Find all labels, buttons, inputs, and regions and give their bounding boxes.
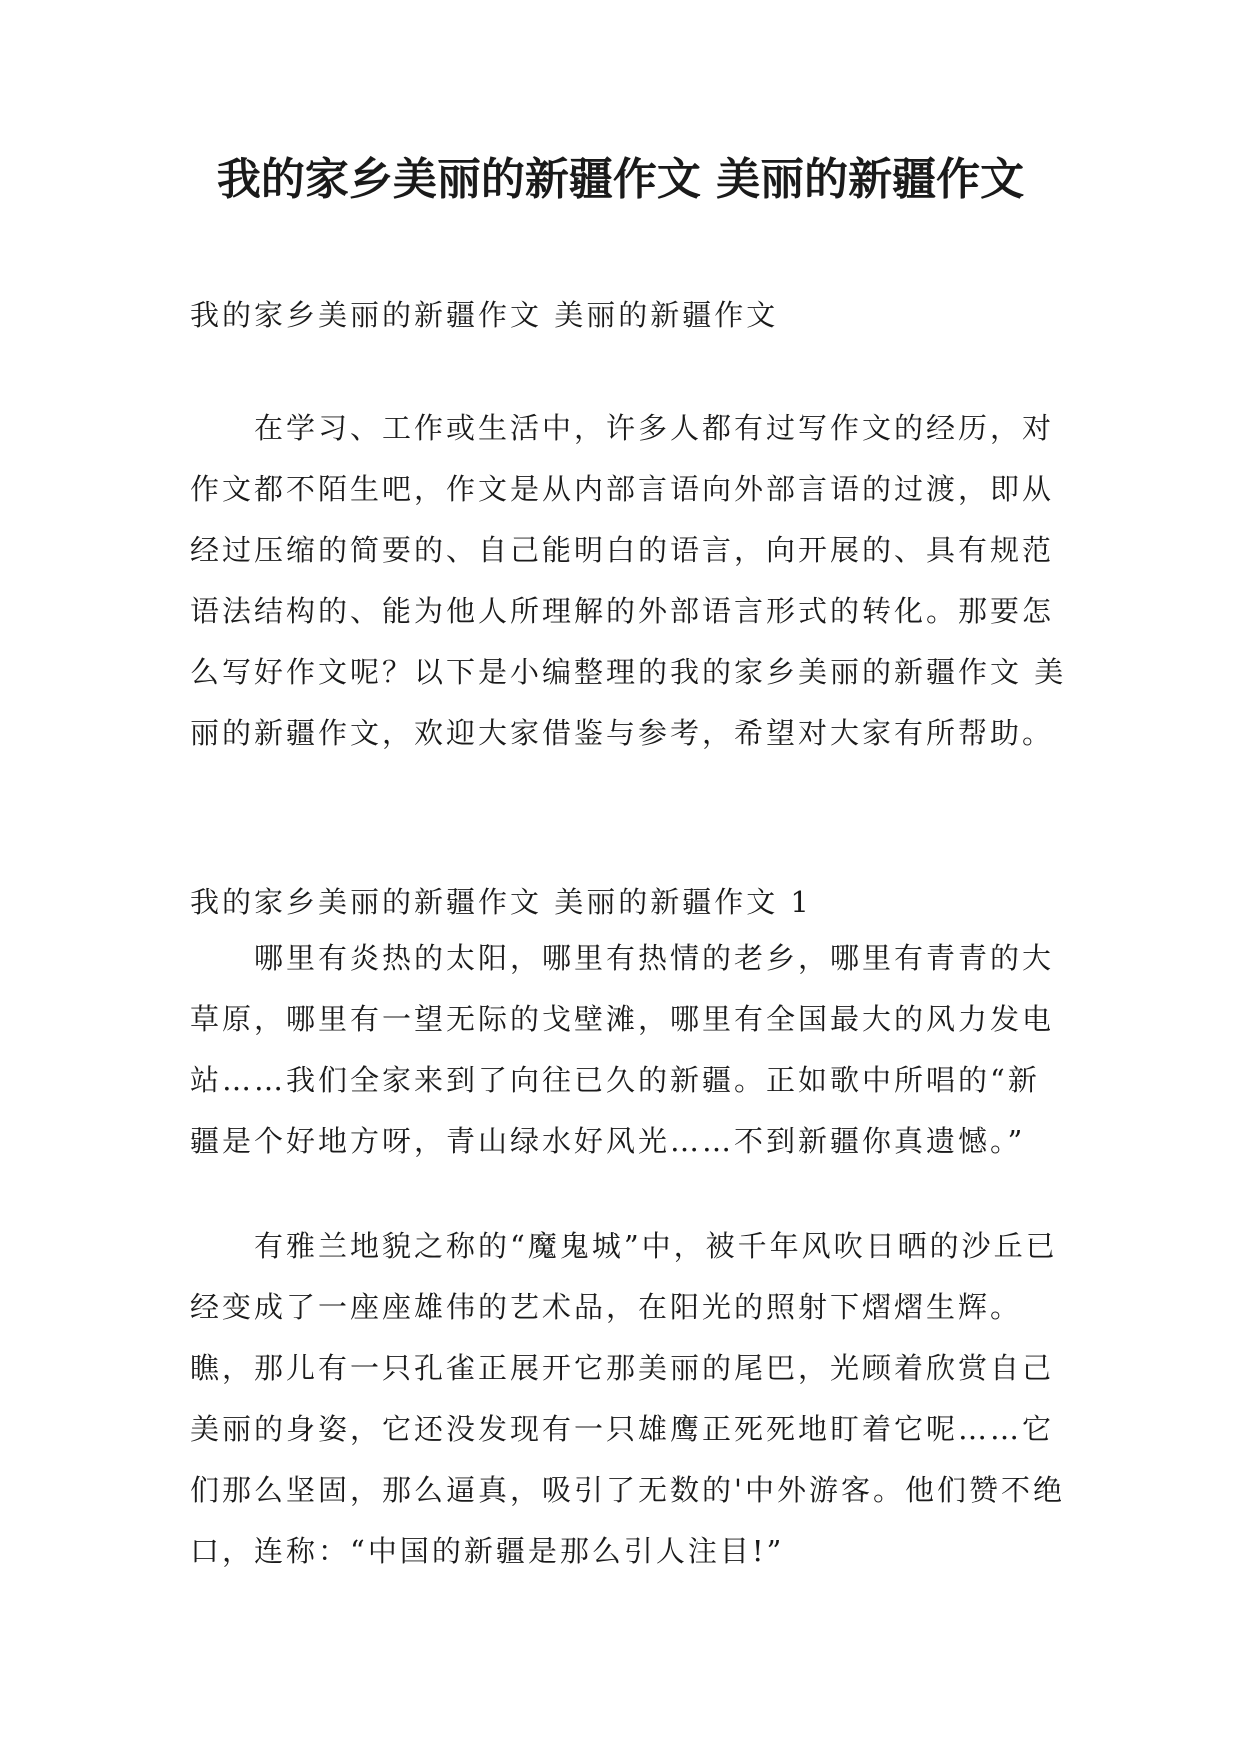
document-title: 我的家乡美丽的新疆作文 美丽的新疆作文 xyxy=(216,154,1025,205)
section-heading: 我的家乡美丽的新疆作文 美丽的新疆作文 1 xyxy=(190,885,812,919)
document-subtitle: 我的家乡美丽的新疆作文 美丽的新疆作文 xyxy=(190,298,779,332)
intro-paragraph: 在学习、工作或生活中，许多人都有过写作文的经历，对作文都不陌生吧，作文是从内部言语向外部言语的过渡，即从经过压缩的简要的、自己能明白的语言，向开展的、具有规范语法结构的、能为他人所理解的外部语言形式的转化。那要怎么写好作文呢？以下是小编整理的我的家乡美丽的新疆作文 美丽的新疆作文，欢迎大家借鉴与参考，希望对大家有所帮助。 xyxy=(190,411,1067,750)
body-paragraph: 哪里有炎热的太阳，哪里有热情的老乡，哪里有青青的大草原，哪里有一望无际的戈壁滩，哪里有全国最大的风力发电站……我们全家来到了向往已久的新疆。正如歌中所唱的“新疆是个好地方呀，青山绿水好风光……不到新疆你真遗憾。” xyxy=(190,941,1055,1158)
body-paragraph: 有雅兰地貌之称的“魔鬼城”中，被千年风吹日晒的沙丘已经变成了一座座雄伟的艺术品，在阳光的照射下熠熠生辉。瞧，那儿有一只孔雀正展开它那美丽的尾巴，光顾着欣赏自己美丽的身姿，它还没发现有一只雄鹰正死死地盯着它呢……它们那么坚固，那么逼真，吸引了无数的'中外游客。他们赞不绝口，连称：“中国的新疆是那么引人注目!” xyxy=(190,1229,1065,1568)
